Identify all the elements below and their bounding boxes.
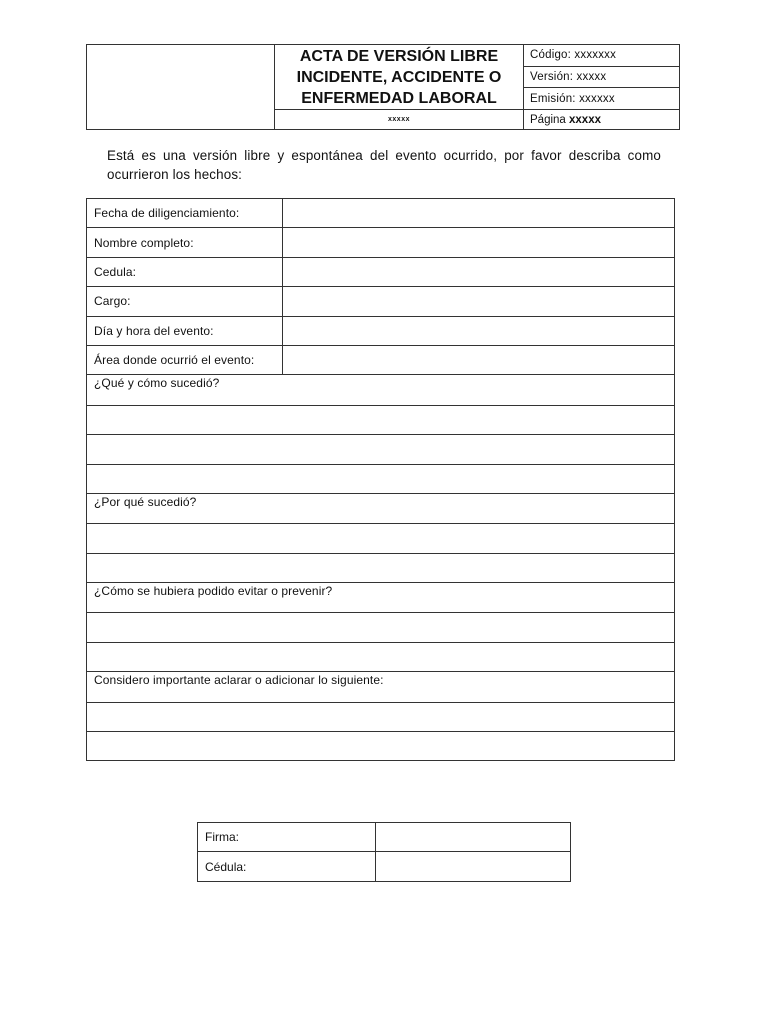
emision-field: Emisión: xxxxxx — [524, 88, 680, 110]
title-line-1: ACTA DE VERSIÓN LIBRE — [299, 48, 499, 65]
title-line-2: INCIDENTE, ACCIDENTE O — [296, 69, 502, 86]
document-title — [275, 45, 524, 110]
question-row — [87, 493, 675, 523]
intro-paragraph: Está es una versión libre y espontánea del evento ocurrido, por favor describa como ocurrieron los hechos: — [107, 148, 661, 182]
field-label-cedula: Cedula: — [87, 257, 283, 286]
field-label-area: Área donde ocurrió el evento: — [87, 345, 283, 374]
question-que-como: ¿Qué y cómo sucedió? — [87, 375, 675, 405]
question-aclarar: Considero importante aclarar o adicionar lo siguiente: — [87, 672, 675, 702]
document-code: xxxxx — [275, 110, 524, 130]
question-row — [87, 375, 675, 405]
firma-label: Firma: — [198, 823, 376, 852]
codigo-field: Código: xxxxxxx — [524, 45, 680, 67]
question-row — [87, 583, 675, 613]
field-label-dia-hora: Día y hora del evento: — [87, 316, 283, 345]
field-label-cargo: Cargo: — [87, 287, 283, 316]
answer-line[interactable] — [87, 613, 675, 642]
document-header — [86, 44, 680, 130]
question-por-que: ¿Por qué sucedió? — [87, 493, 675, 523]
field-input-nombre[interactable] — [283, 228, 675, 257]
field-input-area[interactable] — [283, 345, 675, 374]
answer-line[interactable] — [87, 702, 675, 731]
form-row — [87, 199, 675, 228]
form-row — [87, 228, 675, 257]
answer-line[interactable] — [87, 732, 675, 761]
field-input-cedula[interactable] — [283, 257, 675, 286]
pagina-label: Página — [530, 113, 570, 126]
field-input-cargo[interactable] — [283, 287, 675, 316]
field-input-dia-hora[interactable] — [283, 316, 675, 345]
form-row — [87, 287, 675, 316]
signature-block — [197, 822, 571, 882]
form-row — [87, 257, 675, 286]
answer-line[interactable] — [87, 524, 675, 553]
form-row — [87, 345, 675, 374]
version-field: Versión: xxxxx — [524, 66, 680, 88]
field-label-nombre: Nombre completo: — [87, 228, 283, 257]
answer-line[interactable] — [87, 435, 675, 464]
logo-placeholder — [87, 45, 275, 130]
answer-line[interactable] — [87, 553, 675, 582]
question-row — [87, 672, 675, 702]
answer-line[interactable] — [87, 464, 675, 493]
cedula-signature-input[interactable] — [376, 852, 571, 881]
form-row — [87, 316, 675, 345]
pagina-value: xxxxx — [569, 113, 601, 126]
firma-input[interactable] — [376, 823, 571, 852]
field-label-fecha: Fecha de diligenciamiento: — [87, 199, 283, 228]
cedula-signature-label: Cédula: — [198, 852, 376, 881]
answer-line[interactable] — [87, 642, 675, 671]
title-line-3: ENFERMEDAD LABORAL — [301, 90, 497, 107]
answer-line[interactable] — [87, 405, 675, 434]
pagina-field — [524, 110, 680, 130]
question-como-evitar: ¿Cómo se hubiera podido evitar o prevenir? — [87, 583, 675, 613]
field-input-fecha[interactable] — [283, 199, 675, 228]
incident-form — [86, 198, 675, 761]
